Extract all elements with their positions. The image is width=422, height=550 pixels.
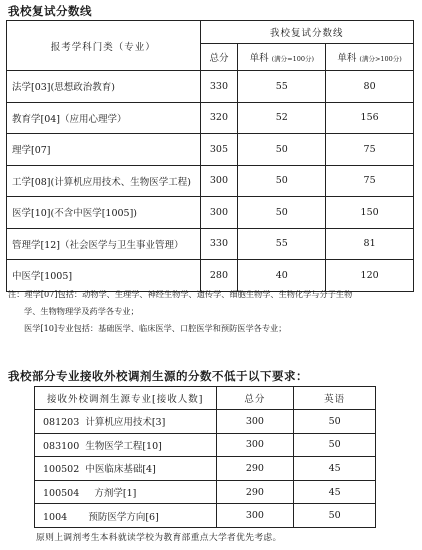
single-100-score: 50 [238, 197, 326, 229]
english-score: 50 [294, 433, 376, 457]
category-name: 管理学[12]（社会医学与卫生事业管理） [7, 228, 201, 260]
major-name: 计算机应用技术[3] [85, 417, 166, 429]
major-name: 中医临床基础[4] [85, 464, 156, 476]
category-name: 理学[07] [7, 134, 201, 166]
major-name: 生物医学工程[10] [85, 440, 162, 452]
table-row [7, 71, 414, 103]
single-gt100-score: 81 [326, 228, 414, 260]
single-100-score: 55 [238, 228, 326, 260]
single-gt100-score: 150 [326, 197, 414, 229]
category-name: 中医学[1005] [7, 260, 201, 292]
table-row [7, 134, 414, 166]
note-line: 注：理学[07]包括：动物学、生理学、神经生物学、遗传学、细胞生物学、生物化学与分子生物 [8, 289, 353, 299]
table-row [7, 165, 414, 197]
total-score: 290 [216, 457, 294, 481]
transfer-score-table [34, 386, 376, 528]
table-row [35, 504, 376, 528]
major-code: 081203 [43, 417, 80, 429]
major-code: 100504 [43, 488, 80, 500]
retest-score-table [6, 20, 414, 292]
table-row [7, 228, 414, 260]
single-gt100-score: 156 [326, 102, 414, 134]
single-100-score: 55 [238, 71, 326, 103]
major-cell [35, 480, 217, 504]
total-score: 330 [200, 71, 238, 103]
section-title-transfer: 我校部分专业接收外校调剂生源的分数不低于以下要求： [8, 369, 308, 383]
table-row [7, 102, 414, 134]
header-line: 我校复试分数线 [200, 21, 414, 44]
total-score: 300 [200, 165, 238, 197]
header-single-100: 单科 (满分=100分) [238, 44, 326, 71]
table-row [35, 410, 376, 434]
english-score: 50 [294, 410, 376, 434]
section-title-retest-lines: 我校复试分数线 [8, 4, 92, 18]
single-gt100-score: 80 [326, 71, 414, 103]
header-category: 报考学科门类（专业） [7, 21, 201, 71]
total-score: 300 [216, 410, 294, 434]
major-code: 083100 [43, 440, 80, 452]
header-single-gt100: 单科 (满分>100分) [326, 44, 414, 71]
header-total: 总分 [200, 44, 238, 71]
total-score: 300 [216, 433, 294, 457]
total-score: 305 [200, 134, 238, 166]
total-score: 300 [200, 197, 238, 229]
total-score: 320 [200, 102, 238, 134]
single-gt100-score: 75 [326, 134, 414, 166]
header-english: 英语 [294, 387, 376, 410]
note-line: 学、生物物理学及药学各专业； [24, 306, 139, 316]
major-code: 100502 [43, 464, 80, 476]
single-gt100-score: 75 [326, 165, 414, 197]
total-score: 300 [216, 504, 294, 528]
total-score: 290 [216, 480, 294, 504]
english-score: 50 [294, 504, 376, 528]
single-100-score: 50 [238, 134, 326, 166]
notes [8, 286, 418, 337]
table-row [7, 197, 414, 229]
note-line: 医学[10]专业包括：基础医学、临床医学、口腔医学和预防医学各专业； [24, 323, 287, 333]
table-row [35, 457, 376, 481]
table-row [35, 433, 376, 457]
major-name: 方剂学[1] [94, 488, 137, 500]
major-cell [35, 433, 217, 457]
category-name: 法学[03](思想政治教育) [7, 71, 201, 103]
single-100-score: 50 [238, 165, 326, 197]
total-score: 330 [200, 228, 238, 260]
header-major: 接收外校调剂生源专业[接收人数] [35, 387, 217, 410]
major-cell [35, 504, 217, 528]
category-name: 医学[10](不含中医学[1005]) [7, 197, 201, 229]
single-100-score: 52 [238, 102, 326, 134]
single-gt100-score: 120 [326, 260, 414, 292]
category-name: 教育学[04]（应用心理学） [7, 102, 201, 134]
footer-note: 原则上调剂考生本科就读学校为教育部重点大学者优先考虑。 [36, 533, 282, 543]
english-score: 45 [294, 480, 376, 504]
category-name: 工学[08](计算机应用技术、生物医学工程) [7, 165, 201, 197]
table-row [35, 480, 376, 504]
major-code: 1004 [43, 511, 68, 523]
total-score: 280 [200, 260, 238, 292]
major-cell [35, 410, 217, 434]
major-name: 预防医学方向[6] [88, 511, 159, 523]
english-score: 45 [294, 457, 376, 481]
major-cell [35, 457, 217, 481]
header-total: 总分 [216, 387, 294, 410]
single-100-score: 40 [238, 260, 326, 292]
